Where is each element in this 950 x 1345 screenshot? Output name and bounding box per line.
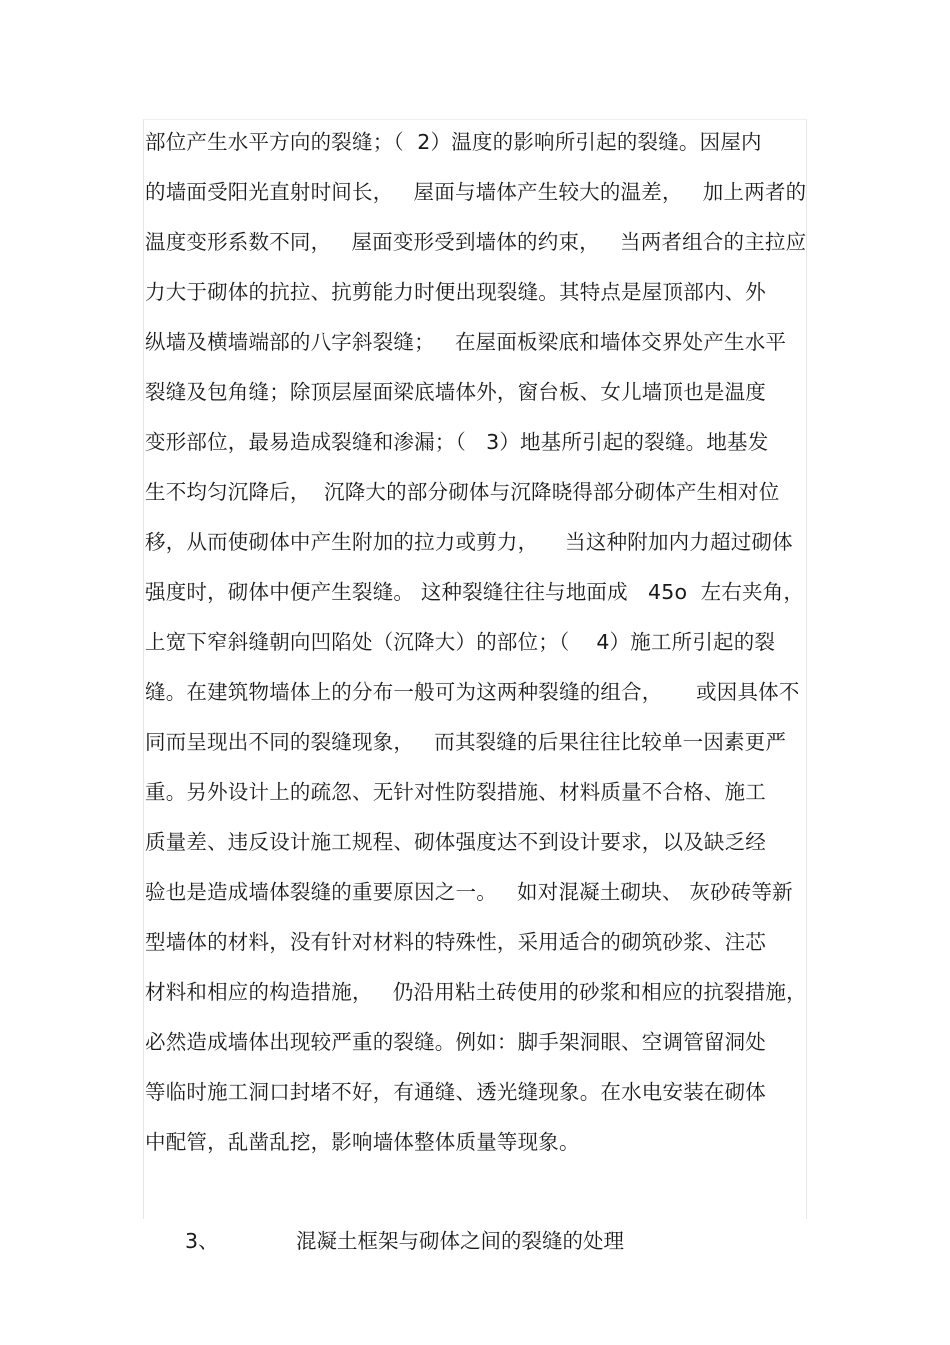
section-title: 混凝土框架与砌体之间的裂缝的处理 [296, 1229, 625, 1253]
section-number: 3、 [185, 1229, 219, 1253]
text-line: 必然造成墙体出现较严重的裂缝。例如：脚手架洞眼、空调管留洞处 [145, 1030, 766, 1054]
text-line: 上宽下窄斜缝朝向凹陷处（沉降大）的部位；（ 4）施工所引起的裂 [145, 630, 776, 654]
text-line: 变形部位，最易造成裂缝和渗漏；（ 3）地基所引起的裂缝。地基发 [145, 430, 769, 454]
text-line: 同而呈现出不同的裂缝现象， 而其裂缝的后果往往比较单一因素更严 [145, 730, 787, 754]
text-line: 缝。在建筑物墙体上的分布一般可为这两种裂缝的组合， 或因具体不 [145, 680, 800, 704]
text-line: 生不均匀沉降后， 沉降大的部分砌体与沉降晓得部分砌体产生相对位 [145, 480, 780, 504]
text-line: 型墙体的材料，没有针对材料的特殊性，采用适合的砌筑砂浆、注芯 [145, 930, 766, 954]
text-line: 部位产生水平方向的裂缝；（ 2）温度的影响所引起的裂缝。因屋内 [145, 130, 762, 154]
text-line: 中配管，乱凿乱挖，影响墙体整体质量等现象。 [145, 1130, 580, 1154]
text-line: 纵墙及横墙端部的八字斜裂缝； 在屋面板梁底和墙体交界处产生水平 [145, 330, 787, 354]
text-line: 的墙面受阳光直射时间长， 屋面与墙体产生较大的温差， 加上两者的 [145, 180, 807, 204]
text-line: 温度变形系数不同， 屋面变形受到墙体的约束， 当两者组合的主拉应 [145, 230, 807, 254]
text-line: 裂缝及包角缝；除顶层屋面梁底墙体外，窗台板、女儿墙顶也是温度 [145, 380, 766, 404]
text-line: 移，从而使砌体中产生附加的拉力或剪力， 当这种附加内力超过砌体 [145, 530, 793, 554]
text-line: 力大于砌体的抗拉、抗剪能力时便出现裂缝。其特点是屋顶部内、外 [145, 280, 766, 304]
text-line: 重。另外设计上的疏忽、无针对性防裂措施、材料质量不合格、施工 [145, 780, 766, 804]
text-line: 质量差、违反设计施工规程、砌体强度达不到设计要求，以及缺乏经 [145, 830, 766, 854]
body-text [145, 117, 825, 1167]
text-line: 强度时，砌体中便产生裂缝。 这种裂缝往往与地面成 45o 左右夹角， [145, 580, 805, 604]
text-line: 材料和相应的构造措施， 仍沿用粘土砖使用的砂浆和相应的抗裂措施， [145, 980, 807, 1004]
section-heading [145, 1166, 625, 1253]
text-line: 等临时施工洞口封堵不好，有通缝、透光缝现象。在水电安装在砌体 [145, 1080, 766, 1104]
text-line: 验也是造成墙体裂缝的重要原因之一。 如对混凝土砌块、 灰砂砖等新 [145, 880, 793, 904]
